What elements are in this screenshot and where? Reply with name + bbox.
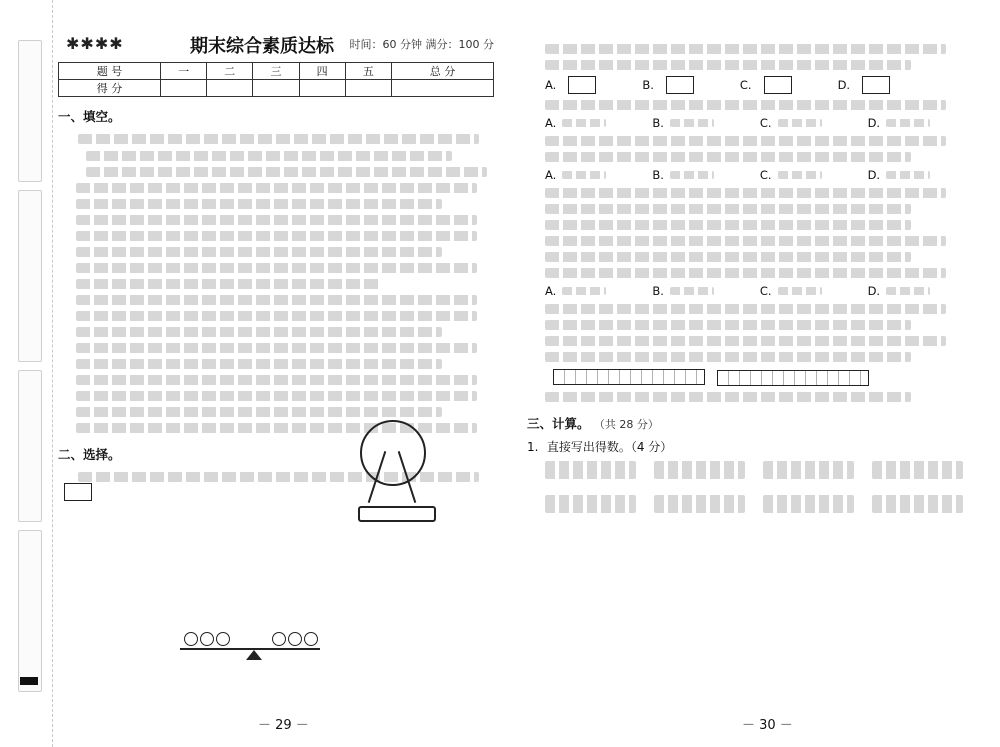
section-3-note: （共 28 分） xyxy=(593,418,659,431)
text-placeholder xyxy=(76,375,477,385)
score-header: 三 xyxy=(253,63,299,80)
text-placeholder xyxy=(76,343,477,353)
section-3-question-1 xyxy=(527,438,963,455)
balance-pivot xyxy=(246,650,262,660)
calc-item xyxy=(872,495,963,513)
text-placeholder xyxy=(545,152,911,162)
option-b xyxy=(652,116,714,130)
bar-model-row xyxy=(545,368,963,386)
text-placeholder xyxy=(76,215,477,225)
option-label: B. xyxy=(652,284,664,298)
option-text-placeholder xyxy=(886,119,930,127)
coin-icon xyxy=(184,632,198,646)
page-number-right: － 30 － xyxy=(742,718,793,733)
section-1-heading: 一、填空。 xyxy=(58,109,121,124)
option-d xyxy=(868,168,931,182)
title-graphic: ✱✱✱✱ xyxy=(66,34,124,53)
text-placeholder xyxy=(86,167,487,177)
balance-figure xyxy=(180,632,320,658)
brand-mark xyxy=(20,677,38,685)
option-text-placeholder xyxy=(562,119,606,127)
option-text-placeholder xyxy=(778,119,822,127)
exam-meta: 时间：60 分钟 满分：100 分 xyxy=(349,38,494,51)
calc-item xyxy=(654,461,745,479)
option-a xyxy=(545,168,606,182)
text-placeholder xyxy=(76,327,442,337)
score-cell xyxy=(207,80,253,97)
option-label: A. xyxy=(545,284,557,298)
text-placeholder xyxy=(76,359,442,369)
score-header: 题 号 xyxy=(59,63,161,80)
text-placeholder xyxy=(545,100,946,110)
cube-sketch xyxy=(64,483,92,501)
score-table-row xyxy=(59,63,494,80)
text-placeholder xyxy=(545,204,911,214)
score-cell xyxy=(345,80,391,97)
title-row xyxy=(58,30,494,60)
text-placeholder xyxy=(545,44,946,54)
option-d xyxy=(868,284,931,298)
binding-box xyxy=(18,530,42,692)
calc-item xyxy=(545,461,636,479)
coin-icon xyxy=(288,632,302,646)
text-placeholder xyxy=(76,407,442,417)
text-placeholder xyxy=(76,311,477,321)
option-label: D. xyxy=(867,284,881,298)
ferris-wheel-figure xyxy=(350,420,430,530)
option-text-placeholder xyxy=(778,287,822,295)
option-label: C. xyxy=(759,168,772,182)
option-d xyxy=(838,76,891,94)
score-header: 二 xyxy=(207,63,253,80)
option-b xyxy=(652,168,714,182)
score-table xyxy=(58,62,494,97)
section-1-title xyxy=(58,107,494,125)
score-cell xyxy=(299,80,345,97)
question-number: 1. xyxy=(527,440,539,454)
text-placeholder xyxy=(76,279,381,289)
option-label: A. xyxy=(545,78,557,92)
option-label: D. xyxy=(867,116,881,130)
calc-grid xyxy=(545,461,963,513)
text-placeholder xyxy=(545,352,911,362)
text-placeholder xyxy=(545,320,911,330)
text-placeholder xyxy=(76,183,477,193)
option-figure xyxy=(862,76,890,94)
calc-item xyxy=(545,495,636,513)
text-placeholder xyxy=(545,220,911,230)
option-label: D. xyxy=(867,168,881,182)
score-table-row xyxy=(59,80,494,97)
text-placeholder xyxy=(545,268,946,278)
calc-item xyxy=(763,461,854,479)
page-number-left: － 29 － xyxy=(258,718,309,733)
wheel-circle xyxy=(360,420,426,486)
option-c xyxy=(740,76,792,94)
text-placeholder xyxy=(86,151,452,161)
option-label: A. xyxy=(545,116,557,130)
options-row xyxy=(545,168,963,182)
calc-item xyxy=(654,495,745,513)
text-placeholder xyxy=(76,391,477,401)
bar-model xyxy=(553,369,705,385)
bar-model xyxy=(717,370,869,386)
option-b xyxy=(652,284,714,298)
option-text-placeholder xyxy=(670,287,714,295)
option-a xyxy=(545,284,606,298)
text-placeholder xyxy=(545,304,946,314)
calc-item xyxy=(872,461,963,479)
binding-strip xyxy=(0,0,53,747)
options-row xyxy=(545,284,963,298)
coin-icon xyxy=(272,632,286,646)
text-placeholder xyxy=(545,236,946,246)
option-text-placeholder xyxy=(778,171,822,179)
section-3-heading: 三、计算。 xyxy=(527,416,590,431)
text-placeholder xyxy=(545,392,911,402)
option-b xyxy=(642,76,694,94)
option-text-placeholder xyxy=(562,287,606,295)
option-d xyxy=(868,116,931,130)
option-c xyxy=(760,168,822,182)
option-c xyxy=(760,116,822,130)
text-placeholder xyxy=(545,188,946,198)
calc-item xyxy=(763,495,854,513)
text-placeholder xyxy=(76,263,477,273)
option-c xyxy=(760,284,822,298)
text-placeholder xyxy=(76,231,477,241)
question-1 xyxy=(58,131,494,145)
score-cell xyxy=(253,80,299,97)
score-header: 四 xyxy=(299,63,345,80)
option-text-placeholder xyxy=(562,171,606,179)
score-header: 一 xyxy=(161,63,207,80)
right-column xyxy=(527,30,963,513)
options-row xyxy=(545,76,963,94)
text-placeholder xyxy=(545,252,911,262)
option-text-placeholder xyxy=(886,287,930,295)
text-placeholder xyxy=(545,136,946,146)
score-cell xyxy=(391,80,493,97)
text-placeholder xyxy=(545,60,911,70)
option-text-placeholder xyxy=(670,119,714,127)
option-label: C. xyxy=(739,78,752,92)
section-2-heading: 二、选择。 xyxy=(58,447,121,462)
option-label: D. xyxy=(837,78,851,92)
option-figure xyxy=(568,76,596,94)
option-label: B. xyxy=(652,168,664,182)
score-header: 总 分 xyxy=(391,63,493,80)
text-placeholder xyxy=(76,199,442,209)
option-text-placeholder xyxy=(670,171,714,179)
section-3-title xyxy=(527,414,963,432)
text-placeholder xyxy=(76,295,477,305)
option-text-placeholder xyxy=(886,171,930,179)
option-label: C. xyxy=(759,116,772,130)
option-a xyxy=(545,76,596,94)
score-header: 五 xyxy=(345,63,391,80)
score-cell xyxy=(161,80,207,97)
option-label: C. xyxy=(759,284,772,298)
score-label: 得 分 xyxy=(59,80,161,97)
coin-icon xyxy=(304,632,318,646)
option-figure xyxy=(764,76,792,94)
option-label: A. xyxy=(545,168,557,182)
option-label: B. xyxy=(652,116,664,130)
option-figure xyxy=(666,76,694,94)
page-title: 期末综合素质达标 xyxy=(190,36,334,57)
wheel-base xyxy=(358,506,436,522)
coin-icon xyxy=(216,632,230,646)
binding-box xyxy=(18,370,42,522)
coin-icon xyxy=(200,632,214,646)
text-placeholder xyxy=(545,336,946,346)
binding-box xyxy=(18,40,42,182)
option-label: B. xyxy=(642,78,654,92)
question-text: 直接写出得数。（4 分） xyxy=(546,440,673,454)
option-a xyxy=(545,116,606,130)
options-row xyxy=(545,116,963,130)
question-text-placeholder xyxy=(78,134,479,144)
text-placeholder xyxy=(76,247,442,257)
binding-box xyxy=(18,190,42,362)
